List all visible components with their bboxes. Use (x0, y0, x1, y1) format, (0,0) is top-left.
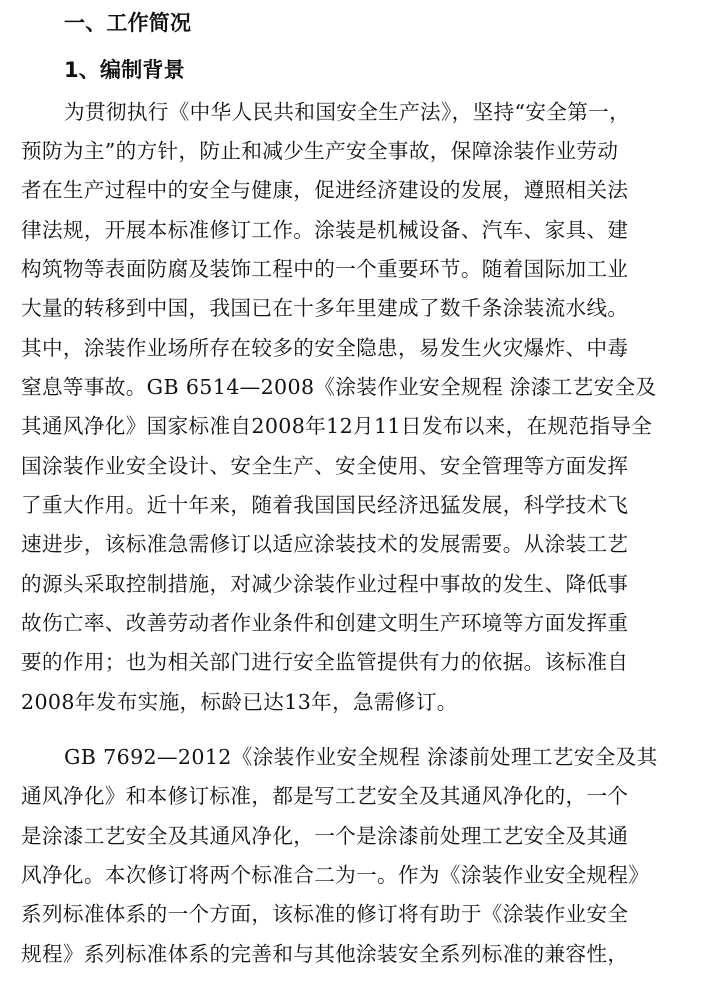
paragraph-1-line-12: 速进步，该标准急需修订以适应涂装技术的发展需要。从涂装工艺 (21, 532, 629, 556)
paragraph-1-line-4: 律法规，开展本标准修订工作。涂装是机械设备、汽车、家具、建 (21, 218, 629, 242)
paragraph-1-line-1: 为贯彻执行《中华人民共和国安全生产法》，坚持“安全第一， (64, 100, 631, 124)
paragraph-1-line-6: 大量的转移到中国，我国已在十多年里建成了数千条涂装流水线。 (21, 296, 629, 320)
paragraph-1-line-2: 预防为主”的方针，防止和减少生产安全事故，保障涂装作业劳动 (21, 139, 619, 163)
paragraph-2-line-5: 系列标准体系的一个方面，该标准的修订将有助于《涂装作业安全 (21, 902, 629, 926)
paragraph-1-line-14: 故伤亡率、改善劳动者作业条件和创建文明生产环境等方面发挥重 (21, 611, 629, 635)
paragraph-2-line-2: 通风净化》和本修订标准，都是写工艺安全及其通风净化的，一个 (21, 784, 629, 808)
paragraph-2-line-3: 是涂漆工艺安全及其通风净化，一个是涂漆前处理工艺安全及其通 (21, 824, 629, 848)
paragraph-1-line-15: 要的作用；也为相关部门进行安全监管提供有力的依据。该标准自 (21, 650, 629, 674)
paragraph-1-line-11: 了重大作用。近十年来，随着我国国民经济迅猛发展，科学技术飞 (21, 493, 629, 517)
subsection-title: 1、编制背景 (64, 58, 185, 82)
paragraph-1-line-7: 其中，涂装作业场所存在较多的安全隐患，易发生火灾爆炸、中毒 (21, 336, 629, 360)
paragraph-2-line-6: 规程》系列标准体系的完善和与其他涂装安全系列标准的兼容性， (21, 942, 629, 966)
paragraph-1-line-3: 者在生产过程中的安全与健康，促进经济建设的发展，遵照相关法 (21, 178, 629, 202)
paragraph-1-line-10: 国涂装作业安全设计、安全生产、安全使用、安全管理等方面发挥 (21, 454, 629, 478)
paragraph-1-line-16: 2008年发布实施，标龄已达13年，急需修订。 (21, 690, 458, 714)
paragraph-2-line-1: GB 7692—2012《涂装作业安全规程 涂漆前处理工艺安全及其 (64, 745, 658, 769)
paragraph-1-line-5: 构筑物等表面防腐及装饰工程中的一个重要环节。随着国际加工业 (21, 257, 629, 281)
section-title: 一、工作简况 (64, 11, 192, 35)
paragraph-2-line-4: 风净化。本次修订将两个标准合二为一。作为《涂装作业安全规程》 (21, 863, 650, 887)
paragraph-1-line-9: 其通风净化》国家标准自2008年12月11日发布以来，在规范指导全 (21, 414, 653, 438)
paragraph-1-line-13: 的源头采取控制措施，对减少涂装作业过程中事故的发生、降低事 (21, 572, 629, 596)
paragraph-1-line-8: 窒息等事故。GB 6514—2008《涂装作业安全规程 涂漆工艺安全及 (21, 375, 657, 399)
